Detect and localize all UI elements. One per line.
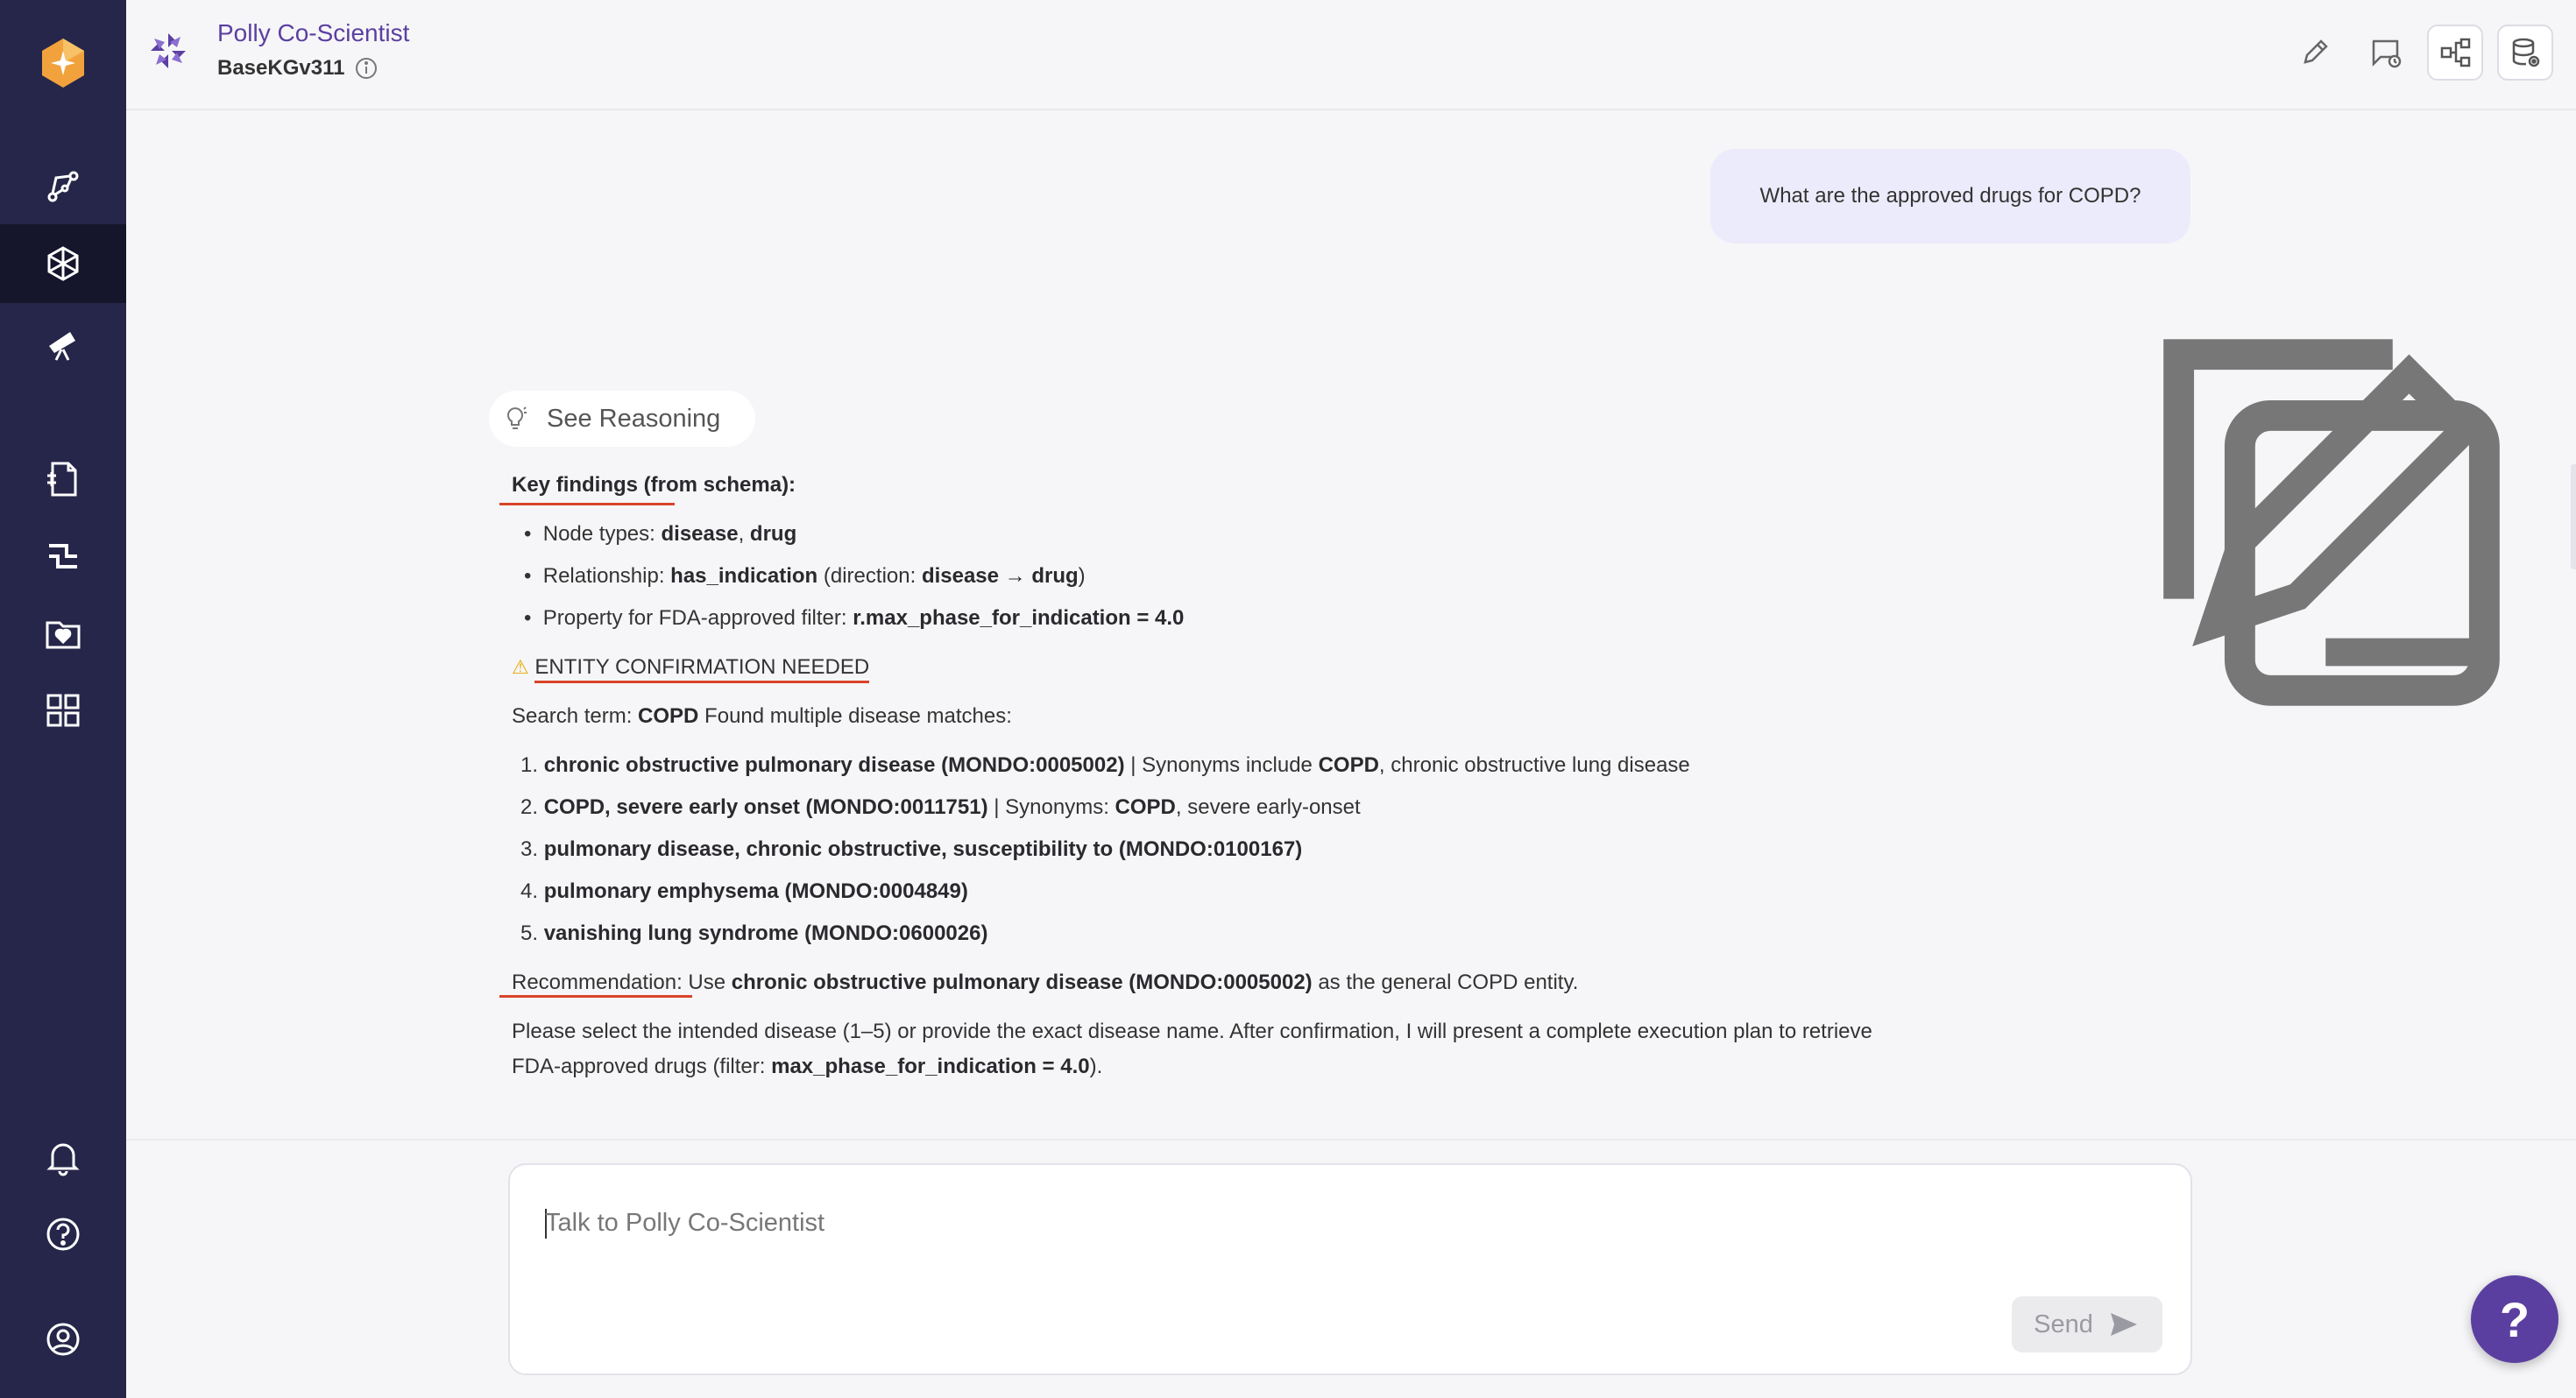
closing-line-1: Please select the intended disease (1–5) or provide the exact disease name. After confirmation, I will present a complete execution plan to retrieve xyxy=(512,1020,1872,1043)
message-composer xyxy=(508,1163,2192,1375)
closing-line-2: FDA-approved drugs (filter: max_phase_for_indication = 4.0). xyxy=(512,1055,1103,1078)
match-item: 1. chronic obstructive pulmonary disease (MONDO:0005002) | Synonyms include COPD, chronic obstructive lung disease xyxy=(520,753,1690,777)
schema-icon xyxy=(2438,36,2472,69)
finding-item: • Node types: disease, drug xyxy=(524,522,797,546)
chat-history-icon xyxy=(2368,36,2402,69)
folder-heart-icon xyxy=(44,614,82,653)
help-fab-button[interactable]: ? xyxy=(2471,1275,2558,1363)
lightbulb-icon xyxy=(503,406,529,432)
edit-message-icon[interactable] xyxy=(2131,263,2576,708)
see-reasoning-label: See Reasoning xyxy=(547,404,721,433)
sidebar-item-documents[interactable] xyxy=(0,440,126,519)
knowledge-graph-name: BaseKGv311 xyxy=(217,56,345,80)
schema-button[interactable] xyxy=(2427,25,2483,81)
polly-logo-icon xyxy=(147,30,189,72)
app-logo-icon[interactable] xyxy=(35,35,91,91)
grid-apps-icon xyxy=(44,691,82,730)
match-item: 5. vanishing lung syndrome (MONDO:0600026) xyxy=(520,921,988,945)
info-icon[interactable] xyxy=(354,56,379,81)
database-settings-button[interactable] xyxy=(2497,25,2553,81)
graph-path-icon xyxy=(44,167,82,206)
recommendation-underline xyxy=(499,995,692,998)
sidebar-item-pipelines[interactable] xyxy=(0,517,126,596)
edit-button[interactable] xyxy=(2287,25,2343,81)
send-label: Send xyxy=(2034,1310,2093,1338)
sidebar-item-notifications[interactable] xyxy=(0,1118,126,1197)
top-header xyxy=(126,0,2576,110)
recommendation-line: Recommendation: Use chronic obstructive pulmonary disease (MONDO:0005002) as the general COPD entity. xyxy=(512,971,1579,994)
send-icon xyxy=(2107,1308,2141,1341)
match-item: 2. COPD, severe early onset (MONDO:0011751) | Synonyms: COPD, severe early-onset xyxy=(520,795,1361,819)
network-hex-icon xyxy=(44,244,82,283)
sidebar-item-explore[interactable] xyxy=(0,305,126,384)
warning-icon: ⚠ xyxy=(512,656,529,678)
search-term-line: Search term: COPD Found multiple disease matches: xyxy=(512,704,1012,728)
edit-icon xyxy=(2298,36,2332,69)
document-code-icon xyxy=(44,460,82,498)
app-title: Polly Co-Scientist xyxy=(217,19,410,46)
see-reasoning-button[interactable] xyxy=(489,391,755,447)
side-panel-handle[interactable] xyxy=(2571,464,2576,569)
finding-item: • Relationship: has_indication (direction: disease → drug) xyxy=(524,564,1086,588)
match-item: 3. pulmonary disease, chronic obstructive, susceptibility to (MONDO:0100167) xyxy=(520,837,1303,861)
sidebar-item-apps[interactable] xyxy=(0,671,126,750)
bell-icon xyxy=(44,1138,82,1176)
sidebar-item-network[interactable] xyxy=(0,224,126,303)
database-settings-icon xyxy=(2509,36,2542,69)
user-circle-icon xyxy=(44,1320,82,1359)
message-input[interactable] xyxy=(545,1209,2035,1238)
chat-history-button[interactable] xyxy=(2357,25,2413,81)
user-message-bubble: What are the approved drugs for COPD? xyxy=(1710,149,2190,244)
key-findings-underline xyxy=(499,503,675,505)
sidebar-item-help[interactable] xyxy=(0,1195,126,1274)
send-button[interactable] xyxy=(2012,1296,2162,1352)
entity-confirmation-heading: ⚠ ENTITY CONFIRMATION NEEDED xyxy=(512,646,869,688)
sidebar-item-profile[interactable] xyxy=(0,1300,126,1379)
sidebar xyxy=(0,0,126,1398)
key-findings-heading: Key findings (from schema): xyxy=(512,473,796,497)
telescope-icon xyxy=(44,325,82,364)
match-item: 4. pulmonary emphysema (MONDO:0004849) xyxy=(520,879,968,903)
pipeline-icon xyxy=(44,537,82,575)
sidebar-item-favorites[interactable] xyxy=(0,594,126,673)
finding-item: • Property for FDA-approved filter: r.max_phase_for_indication = 4.0 xyxy=(524,606,1185,630)
help-circle-icon xyxy=(44,1215,82,1253)
sidebar-item-graph[interactable] xyxy=(0,147,126,226)
recommendation-label: Recommendation: xyxy=(512,971,683,994)
